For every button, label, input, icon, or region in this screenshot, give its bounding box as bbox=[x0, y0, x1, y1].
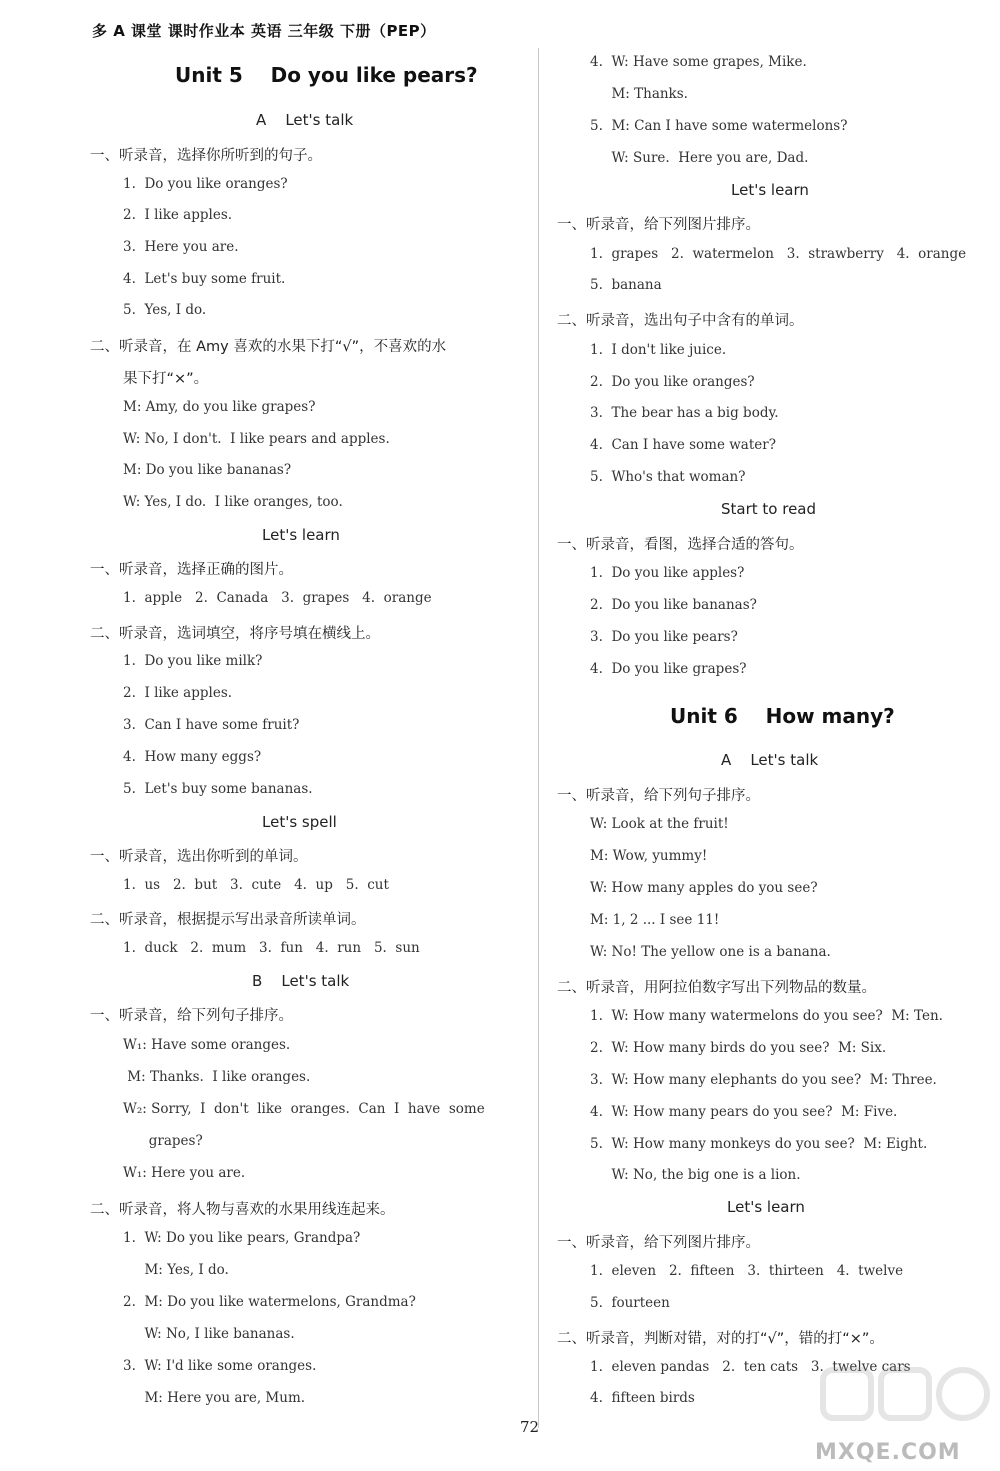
answer-line: 3. Can I have some fruit? bbox=[123, 717, 300, 733]
answer-line: 4. fifteen birds bbox=[590, 1390, 695, 1406]
question-heading: 一、听录音，给下列图片排序。 bbox=[557, 1235, 760, 1251]
question-heading: 一、听录音，选择正确的图片。 bbox=[90, 562, 293, 578]
answer-line: 1. us 2. but 3. cute 4. up 5. cut bbox=[123, 877, 389, 893]
section-title-learn: Let's learn bbox=[262, 526, 340, 544]
answer-line: 5. Let's buy some bananas. bbox=[123, 781, 313, 797]
question-heading: 一、听录音，选出你听到的单词。 bbox=[90, 849, 308, 865]
dialogue-line: grapes? bbox=[123, 1133, 203, 1149]
dialogue-line: W: Sure. Here you are, Dad. bbox=[590, 150, 809, 166]
answer-line: 3. Here you are. bbox=[123, 239, 239, 255]
answer-line: 3. Do you like pears? bbox=[590, 629, 738, 645]
dialogue-line: M: Thanks. I like oranges. bbox=[123, 1069, 311, 1085]
section-title-spell: Let's spell bbox=[262, 813, 337, 831]
dialogue-line: M: Wow, yummy! bbox=[590, 848, 708, 864]
column-divider bbox=[538, 48, 539, 1428]
dialogue-line: W₂: Sorry, I don't like oranges. Can I have some bbox=[123, 1101, 485, 1117]
dialogue-line: 5. W: How many monkeys do you see? M: Eight. bbox=[590, 1136, 928, 1152]
dialogue-line: 1. W: Do you like pears, Grandpa? bbox=[123, 1230, 361, 1246]
question-heading: 一、听录音，给下列句子排序。 bbox=[557, 788, 760, 804]
answer-line: 4. How many eggs? bbox=[123, 749, 262, 765]
question-heading: 二、听录音，将人物与喜欢的水果用线连起来。 bbox=[90, 1202, 395, 1218]
dialogue-line: W₁: Have some oranges. bbox=[123, 1037, 291, 1053]
answer-line: 1. eleven 2. fifteen 3. thirteen 4. twelve bbox=[590, 1263, 904, 1279]
dialogue-line: M: Do you like bananas? bbox=[123, 462, 292, 478]
answer-line: 1. Do you like oranges? bbox=[123, 176, 288, 192]
dialogue-line: W₁: Here you are. bbox=[123, 1165, 246, 1181]
question-heading: 二、听录音，用阿拉伯数字写出下列物品的数量。 bbox=[557, 980, 876, 996]
question-heading: 一、听录音，给下列图片排序。 bbox=[557, 217, 760, 233]
unit6-title: Unit 6 How many? bbox=[670, 704, 895, 728]
answer-line: 2. Do you like bananas? bbox=[590, 597, 757, 613]
dialogue-line: 2. W: How many birds do you see? M: Six. bbox=[590, 1040, 887, 1056]
answer-line: 1. grapes 2. watermelon 3. strawberry 4. orange bbox=[590, 246, 967, 262]
answer-line: 2. I like apples. bbox=[123, 207, 233, 223]
answer-line: 1. Do you like milk? bbox=[123, 653, 263, 669]
question-heading: 一、听录音，给下列句子排序。 bbox=[90, 1008, 293, 1024]
answer-line: 1. duck 2. mum 3. fun 4. run 5. sun bbox=[123, 940, 420, 956]
dialogue-line: W: Yes, I do. I like oranges, too. bbox=[123, 494, 343, 510]
answer-line: 5. fourteen bbox=[590, 1295, 670, 1311]
question-heading: 二、听录音，选词填空，将序号填在横线上。 bbox=[90, 626, 380, 642]
dialogue-line: 5. M: Can I have some watermelons? bbox=[590, 118, 848, 134]
dialogue-line: 3. W: How many elephants do you see? M: Three. bbox=[590, 1072, 937, 1088]
question-heading: 二、听录音，根据提示写出录音所读单词。 bbox=[90, 912, 366, 928]
answer-line: 5. Yes, I do. bbox=[123, 302, 207, 318]
question-heading: 一、听录音，选择你所听到的句子。 bbox=[90, 148, 322, 164]
dialogue-line: 4. W: Have some grapes, Mike. bbox=[590, 54, 807, 70]
page-number: 72 bbox=[520, 1418, 540, 1436]
dialogue-line: M: 1, 2 ... I see 11! bbox=[590, 912, 720, 928]
dialogue-line: 2. M: Do you like watermelons, Grandma? bbox=[123, 1294, 416, 1310]
dialogue-line: 3. W: I'd like some oranges. bbox=[123, 1358, 317, 1374]
section-title-learn: Let's learn bbox=[731, 181, 809, 199]
section-title-a-talk: A Let's talk bbox=[256, 111, 354, 129]
answer-line: 5. Who's that woman? bbox=[590, 469, 746, 485]
section-title-learn: Let's learn bbox=[727, 1198, 805, 1216]
dialogue-line: W: No, I don't. I like pears and apples. bbox=[123, 431, 390, 447]
answer-line: 1. Do you like apples? bbox=[590, 565, 745, 581]
dialogue-line: M: Thanks. bbox=[590, 86, 688, 102]
question-heading-cont: 果下打“×”。 bbox=[123, 371, 209, 387]
dialogue-line: M: Here you are, Mum. bbox=[123, 1390, 306, 1406]
answer-line: 3. The bear has a big body. bbox=[590, 405, 779, 421]
dialogue-line: W: Look at the fruit! bbox=[590, 816, 729, 832]
dialogue-line: W: How many apples do you see? bbox=[590, 880, 818, 896]
question-heading: 二、听录音，判断对错，对的打“√”，错的打“×”。 bbox=[557, 1331, 884, 1347]
dialogue-line: M: Yes, I do. bbox=[123, 1262, 229, 1278]
page-header: 多 A 课堂 课时作业本 英语 三年级 下册（PEP） bbox=[92, 22, 436, 40]
answer-line: 5. banana bbox=[590, 277, 662, 293]
dialogue-line: W: No! The yellow one is a banana. bbox=[590, 944, 831, 960]
answer-line: 1. eleven pandas 2. ten cats 3. twelve cars bbox=[590, 1359, 911, 1375]
answer-line: 1. I don't like juice. bbox=[590, 342, 727, 358]
dialogue-line: 4. W: How many pears do you see? M: Five. bbox=[590, 1104, 898, 1120]
section-title-b-talk: B Let's talk bbox=[252, 972, 350, 990]
unit5-title: Unit 5 Do you like pears? bbox=[175, 63, 478, 87]
answer-line: 2. Do you like oranges? bbox=[590, 374, 755, 390]
answer-line: 4. Can I have some water? bbox=[590, 437, 776, 453]
question-heading: 一、听录音，看图，选择合适的答句。 bbox=[557, 537, 804, 553]
answer-line: 1. apple 2. Canada 3. grapes 4. orange bbox=[123, 590, 432, 606]
answer-line: 4. Let's buy some fruit. bbox=[123, 271, 286, 287]
dialogue-line: W: No, the big one is a lion. bbox=[590, 1167, 801, 1183]
dialogue-line: M: Amy, do you like grapes? bbox=[123, 399, 316, 415]
watermark-text: MXQE.COM bbox=[815, 1440, 961, 1465]
dialogue-line: W: No, I like bananas. bbox=[123, 1326, 295, 1342]
question-heading: 二、听录音，选出句子中含有的单词。 bbox=[557, 313, 804, 329]
answer-line: 4. Do you like grapes? bbox=[590, 661, 747, 677]
answer-line: 2. I like apples. bbox=[123, 685, 233, 701]
question-heading: 二、听录音，在 Amy 喜欢的水果下打“√”，不喜欢的水 bbox=[90, 339, 447, 355]
dialogue-line: 1. W: How many watermelons do you see? M: Ten. bbox=[590, 1008, 943, 1024]
section-title-a-talk: A Let's talk bbox=[721, 751, 819, 769]
section-title-start-to-read: Start to read bbox=[721, 500, 817, 518]
